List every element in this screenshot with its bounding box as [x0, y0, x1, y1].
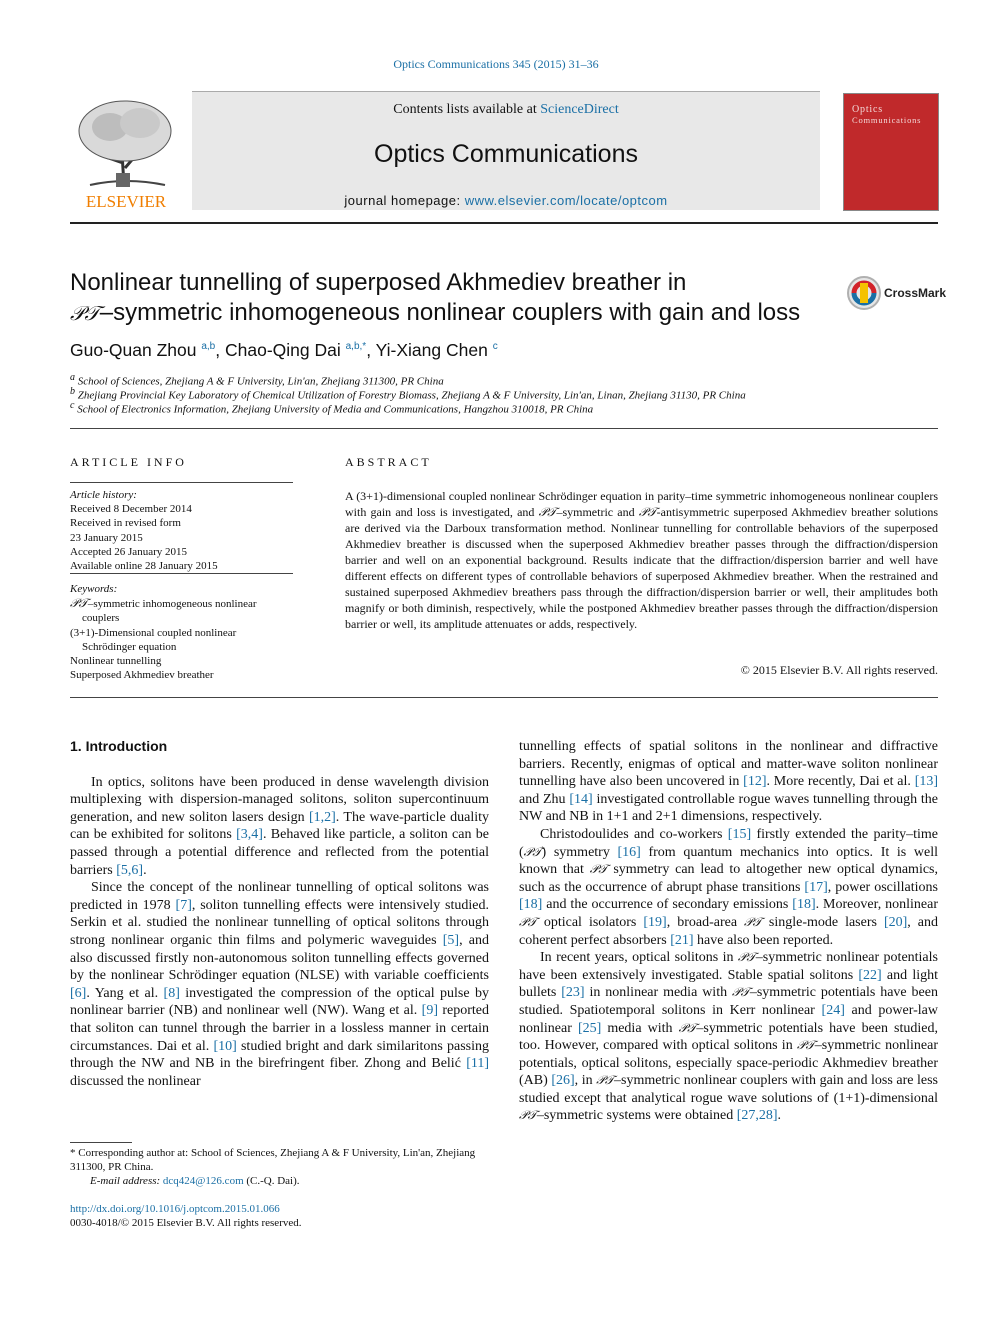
section-heading: 1. Introduction	[70, 738, 168, 754]
title-line-2-text: –symmetric inhomogeneous nonlinear couplers with gain and loss	[99, 299, 801, 326]
affiliation: $^a$ School of Sciences, Zhejiang A & F University, Lin'an, Zhejiang 311300, PR China	[70, 372, 444, 388]
title-line-1: Nonlinear tunnelling of superposed Akhmediev breather in	[70, 269, 687, 296]
email-link[interactable]: dcq424@126.com	[162, 1175, 244, 1187]
title-line-2	[70, 298, 840, 328]
footnote-rule	[70, 1142, 132, 1143]
abstract-text: A (3+1)-dimensional coupled nonlinear Schrödinger equation in parity–time symmetric inhomogeneous nonlinear couplers with gain and loss is investigated, and 𝒫𝒯–symmetric and 𝒫𝒯-antisymmetric superposed Akhmediev breather solutions are derived via the Darboux transformation method. Nonlinear tunnelling for controllable behaviors of the superposed Akhmediev breather is discussed when the superposed Akhmediev breather passes through the diffraction/dispersion barrier and well on an exponential background. Results indicate that the diffraction/dispersion barrier and well have different effects on different types of controllable behaviors of superposed Akhmediev breather. When the restrained and sustained superposed Akhmediev breathers pass through the diffraction/dispersion barrier or well, their amplitudes both magnify or both diminish, respectively, while the postponed Akhmediev breather passes through the diffraction/dispersion barrier or well, its amplitude attenuates or adds, respectively.	[345, 489, 939, 631]
paragraph: In optics, solitons have been produced in dense wavelength division multiplexing with dispersion-managed solitons, soliton supercontinuum generation, and new soliton lasers design [1,2]. The wave-particle duality can be exhibited for solitons [3,4]. Behaved like particle, a soliton can be passed through a potential difference and reflected from the potential barriers [5,6].	[70, 774, 489, 878]
homepage-prefix: journal homepage:	[344, 193, 465, 208]
citation-link[interactable]: [21]	[670, 932, 694, 948]
paragraph: In recent years, optical solitons in 𝒫𝒯–symmetric nonlinear potentials have been extensively investigated. Stable spatial solitons [22] and light bullets [23] in nonlinear media with 𝒫𝒯–symmetric potentials have been studied. Spatiotemporal solitons in Kerr nonlinear [24] and power-law nonlinear [25] media with 𝒫𝒯–symmetric potentials have been studied, too. However, compared with optical solitons in 𝒫𝒯–symmetric nonlinear potentials, optical solitons, especially space-periodic Akhmediev breather (AB) [26], in 𝒫𝒯–symmetric nonlinear couplers with gain and loss are less studied except that analytical rogue wave solutions of (1+1)-dimensional 𝒫𝒯–symmetric systems were obtained [27,28].	[519, 950, 939, 1124]
divider	[70, 697, 938, 698]
paragraph: tunnelling effects of spatial solitons in the nonlinear and diffractive barriers. Recently, enigmas of optical and matter-wave soliton nonlinear tunnelling have also been uncovered in [12]. More recently, Dai et al. [13] and Zhu [14] investigated controllable rogue waves tunnelling through the NW and NB in 1+1 and 2+1 dimensions, respectively.	[519, 739, 939, 825]
citation-link[interactable]: [15]	[727, 826, 752, 842]
citation-link[interactable]: [26]	[551, 1073, 575, 1089]
divider	[70, 428, 938, 429]
contents-prefix: Contents lists available at	[393, 102, 541, 117]
article-history	[70, 488, 295, 573]
crossmark-icon	[846, 275, 882, 311]
citation-link[interactable]: [17]	[804, 879, 828, 895]
body-column-left	[70, 738, 489, 1090]
citation-link[interactable]: [19]	[643, 914, 667, 930]
keywords-label: Keywords:	[70, 583, 118, 595]
paragraph: Christodoulides and co-workers [15] firstly extended the parity–time (𝒫𝒯) symmetry [16] from quantum mechanics into optics. It is well known that 𝒫𝒯 symmetry can lead to altogether new optical dynamics, such as the occurrence of abrupt phase transitions [17], power oscillations [18] and the occurrence of secondary emissions [18]. Moreover, nonlinear 𝒫𝒯 optical isolators [19], broad-area 𝒫𝒯 single-mode lasers [20], and coherent perfect absorbers [21] have also been reported.	[519, 826, 939, 948]
citation-link[interactable]: [20]	[883, 914, 908, 930]
elsevier-logo[interactable]	[70, 93, 182, 211]
article-info-heading: ARTICLE INFO	[70, 455, 187, 469]
paragraph: Since the concept of the nonlinear tunnelling of optical solitons was predicted in 1978 [7], soliton tunnelling effects were intensively studied. Serkin et al. studied the nonlinear tunnelling of optical solitons through strong nonlinear organic thin films and polymeric waveguides [5], and also discussed firstly non-autonomous soliton tunnelling effects governed by the nonlinear Schrödinger equation (NLSE) with variable coefficients [6]. Yang et al. [8] investigated the compression of the optical pulse by nonlinear barrier (NB) and nonlinear well (NW). Wang et al. [9] reported that soliton can tunnel through the barrier in a lossless manner in certain circumstances. Dai et al. [10] studied bright and dark similaritons passing through the NW and NB in the birefringent fiber. Zhong and Belić [11] discussed the nonlinear	[70, 880, 490, 1089]
citation-link[interactable]: [6]	[70, 985, 87, 1001]
citation-link[interactable]: [24]	[821, 1002, 845, 1018]
citation-link[interactable]: [16]	[617, 844, 641, 860]
header-rule	[70, 222, 938, 224]
abstract-heading: ABSTRACT	[345, 455, 432, 469]
citation-link[interactable]: [22]	[858, 967, 882, 983]
citation-link[interactable]: [18]	[519, 897, 543, 913]
author[interactable]: Guo-Quan Zhou $^{a,b}$	[70, 340, 216, 360]
author[interactable]: Chao-Qing Dai $^{a,b,*}$	[224, 340, 367, 360]
elsevier-tree-icon	[70, 93, 182, 211]
homepage-line	[192, 193, 820, 208]
citation-link[interactable]: [8]	[163, 985, 180, 1001]
keyword: Nonlinear tunnelling	[70, 655, 162, 668]
contents-line	[192, 102, 820, 118]
citation-link[interactable]: [3,4]	[236, 827, 263, 843]
citation-link[interactable]: [12]	[743, 774, 767, 790]
keyword: Schrödinger equation	[82, 640, 177, 653]
citation-link[interactable]: [5]	[442, 932, 460, 948]
history-item: Available online 28 January 2015	[70, 560, 218, 573]
history-item: 23 January 2015	[70, 531, 143, 544]
pt-symbol: 𝒫𝒯	[70, 301, 100, 325]
history-label: Article history:	[70, 489, 137, 501]
keyword: couplers	[82, 612, 120, 625]
cover-title-line-1: Optics	[852, 104, 883, 115]
divider	[70, 482, 293, 483]
keyword: Superposed Akhmediev breather	[70, 669, 214, 682]
divider	[70, 573, 293, 574]
article-title	[70, 268, 840, 328]
citation-link[interactable]: [11]	[466, 1056, 489, 1072]
doi-link[interactable]: http://dx.doi.org/10.1016/j.optcom.2015.01.066	[70, 1203, 280, 1215]
cover-title	[852, 104, 932, 126]
citation-link[interactable]: [1,2]	[308, 809, 336, 825]
corresponding-author-note	[70, 1146, 489, 1188]
citation-link[interactable]: [10]	[213, 1038, 237, 1054]
citation-link[interactable]: [14]	[569, 791, 593, 807]
history-item: Received in revised form	[70, 517, 181, 530]
copyright: © 2015 Elsevier B.V. All rights reserved.	[740, 663, 938, 677]
sciencedirect-link[interactable]: ScienceDirect	[540, 102, 619, 117]
keyword: (3+1)-Dimensional coupled nonlinear	[70, 626, 237, 639]
author-list: Guo-Quan Zhou $^{a,b}$, Chao-Qing Dai $^{a,b,*}$, Yi-Xiang Chen $^c$	[70, 340, 498, 360]
citation-link[interactable]: [18]	[792, 897, 816, 913]
crossmark-badge[interactable]	[846, 275, 946, 311]
history-item: Accepted 26 January 2015	[70, 545, 187, 558]
citation-link[interactable]: [5,6]	[116, 862, 144, 878]
history-item: Received 8 December 2014	[70, 503, 192, 516]
citation-link[interactable]: [27,28]	[736, 1108, 778, 1124]
journal-reference[interactable]: Optics Communications 345 (2015) 31–36	[393, 57, 599, 71]
corresponding-author: * Corresponding author at: School of Sciences, Zhejiang A & F University, Lin'an, Zhejiang 311300, PR China.	[70, 1147, 476, 1173]
affiliation: $^b$ Zhejiang Provincial Key Laboratory of Chemical Utilization of Forestry Biomass, Zhejiang A & F University, Lin'an, Linan, Zhejiang 31130, PR China	[70, 386, 746, 402]
citation-link[interactable]: [25]	[577, 1020, 602, 1036]
issn-line: 0030-4018/© 2015 Elsevier B.V. All rights reserved.	[70, 1217, 302, 1229]
citation-link[interactable]: [7]	[175, 897, 192, 913]
journal-cover[interactable]	[843, 93, 939, 211]
citation-link[interactable]: [13]	[914, 774, 939, 790]
journal-banner	[192, 91, 820, 210]
affiliation: $^c$ School of Electronics Information, Zhejiang University of Media and Communications, Hangzhou 310018, PR China	[70, 400, 594, 416]
publisher-wordmark: ELSEVIER	[85, 192, 167, 211]
cover-title-line-2: Communications	[852, 115, 922, 125]
homepage-link[interactable]: www.elsevier.com/locate/optcom	[464, 193, 668, 208]
citation-link[interactable]: [9]	[421, 1003, 438, 1019]
journal-name: Optics Communications	[374, 140, 638, 168]
keyword: 𝒫𝒯–symmetric inhomogeneous nonlinear	[70, 596, 257, 611]
doi-block	[70, 1202, 302, 1230]
crossmark-label: CrossMark	[884, 286, 947, 300]
keywords	[70, 582, 295, 682]
citation-link[interactable]: [23]	[561, 985, 585, 1001]
masthead	[70, 91, 938, 212]
email-line: E-mail address: dcq424@126.com (C.-Q. Dai).	[90, 1175, 300, 1187]
author[interactable]: Yi-Xiang Chen $^c$	[375, 340, 498, 360]
body-column-right	[519, 738, 938, 1125]
